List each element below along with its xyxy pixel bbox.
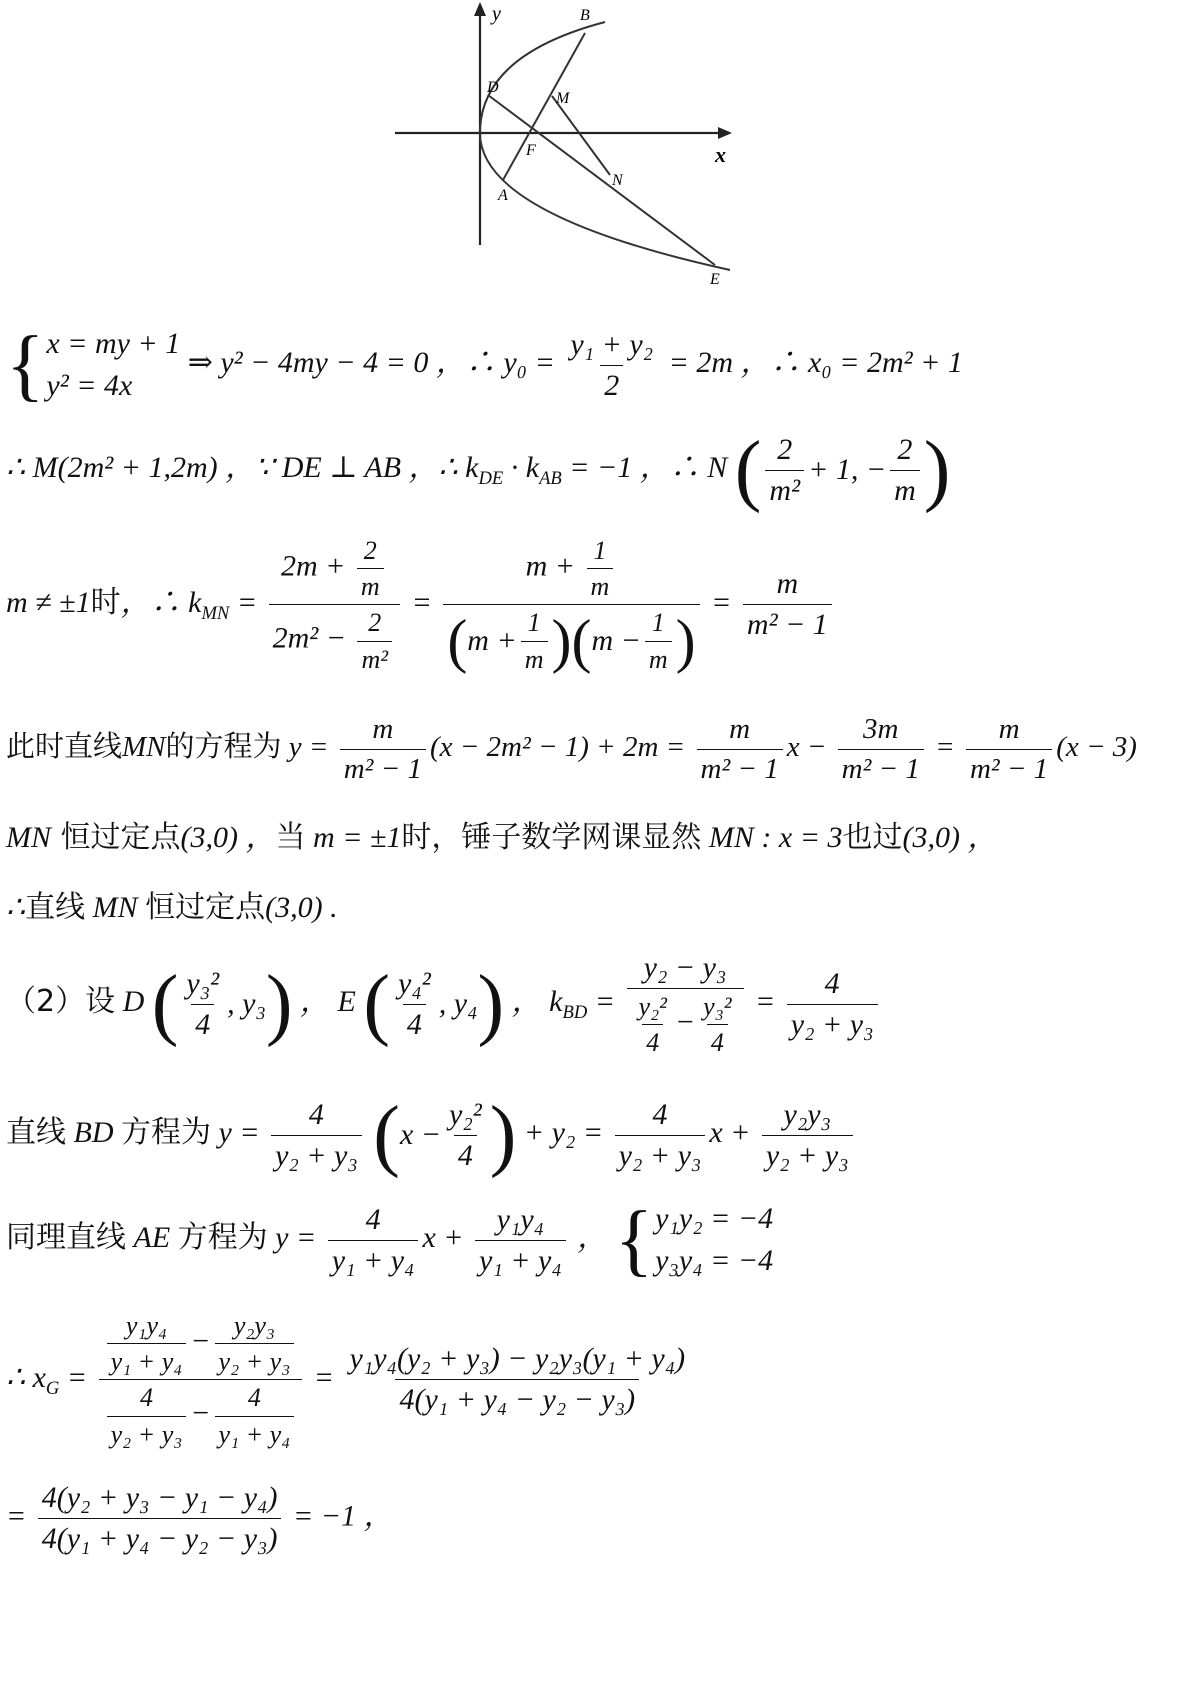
- equals: =: [711, 585, 732, 619]
- math-text: m +: [467, 624, 517, 658]
- math-text: MN : x = 3: [701, 821, 843, 854]
- math-text: y =: [267, 1220, 324, 1254]
- numerator: y₄²: [398, 966, 431, 1000]
- equation-line-5: [6, 820, 997, 856]
- math-text: =: [306, 1360, 342, 1394]
- fraction: [635, 991, 671, 1058]
- math-text: MN: [122, 730, 166, 763]
- denominator: m: [890, 470, 920, 509]
- numerator: y₁y₄: [496, 1202, 545, 1236]
- fraction: [38, 1480, 282, 1557]
- numerator: 2: [777, 432, 793, 466]
- denominator: m²: [357, 641, 392, 675]
- math-text: (3,0) ，: [902, 821, 998, 854]
- math-text: ，: [569, 1220, 608, 1254]
- denominator: 4: [403, 1004, 426, 1043]
- math-text: MN: [6, 821, 51, 854]
- math-text: =: [587, 985, 623, 1019]
- equals: =: [755, 985, 776, 1019]
- math-text: , y₄: [438, 987, 478, 1021]
- label-x: x: [715, 142, 726, 167]
- fraction: [966, 712, 1052, 787]
- denominator: m² − 1: [340, 749, 426, 787]
- label-d: D: [487, 79, 499, 96]
- chinese-text: 直线: [6, 1114, 66, 1150]
- denominator: 4(y₁ + y₄ − y₂ − y₃): [395, 1379, 639, 1418]
- math-text: =: [6, 1499, 34, 1533]
- equation-line-8: 直线 BD 方程为 y = $\frac{4}{\text{y₂ + y₃}}$ ( x − $\frac{\text{y₂²}}{4}$ ) + y₂ = $\frac{4}{\text{y₂ + y₃}}$ x + $\frac{\text{y₂y₃}}{\text{y₂ + y₃}}$: [6, 1095, 857, 1175]
- fraction: [838, 712, 924, 787]
- math-text: 2m +: [280, 549, 353, 583]
- subscript: DE: [478, 467, 504, 489]
- numerator: 4(y₂ + y₃ − y₁ − y₄): [41, 1481, 278, 1514]
- subscript: BD: [562, 1002, 588, 1024]
- chinese-text: （2）设: [6, 984, 116, 1020]
- denominator: 4: [454, 1135, 477, 1174]
- math-text: ， k: [504, 985, 563, 1019]
- label-e: E: [710, 271, 720, 288]
- denominator: y₁ + y₄: [328, 1240, 419, 1279]
- system-row: y² = 4x: [46, 369, 133, 402]
- math-text: ， E: [292, 985, 356, 1019]
- math-text: =: [229, 585, 265, 619]
- math-text: (3,0) ，: [180, 821, 276, 854]
- fraction: [566, 327, 657, 404]
- denominator: $\frac{4}{\text{y₂ + y₃}}$ − $\frac{4}{\text{y₁ + y₄}}$: [99, 1379, 303, 1449]
- denominator: m: [645, 641, 672, 675]
- chinese-text: 此时直线: [6, 728, 123, 763]
- numerator: y₂y₃: [783, 1097, 832, 1131]
- numerator: 4: [308, 1097, 324, 1131]
- math-text: =: [927, 730, 962, 763]
- denominator: y₂ + y₃: [215, 1343, 295, 1377]
- math-text: y =: [281, 730, 336, 763]
- math-text: m = ±1: [305, 821, 402, 854]
- numerator: 4: [652, 1097, 668, 1131]
- fraction: [346, 1341, 690, 1418]
- denominator: 4: [191, 1004, 214, 1043]
- numerator: y₁y₄: [125, 1311, 168, 1340]
- math-text: BD: [66, 1115, 121, 1149]
- y-axis-arrow: [474, 2, 486, 16]
- chinese-text: 恒过定点: [51, 820, 181, 855]
- numerator: y₁y₄(y₂ + y₃) − y₂y₃(y₁ + y₄): [349, 1342, 686, 1376]
- math-text: m −: [591, 624, 641, 658]
- chinese-text: 当: [275, 820, 306, 855]
- denominator: 2: [600, 365, 623, 404]
- denominator: m² − 1: [838, 749, 924, 787]
- math-text: y =: [211, 1115, 268, 1149]
- equation-line-9: [6, 1196, 774, 1284]
- numerator: 1: [527, 608, 541, 638]
- numerator: 1: [651, 608, 665, 638]
- numerator: y₂y₃: [233, 1311, 275, 1340]
- numerator: y₃²: [186, 966, 220, 1000]
- numerator: m: [776, 567, 799, 601]
- math-text: + 1, −: [808, 453, 887, 486]
- math-text: m ≠ ±1: [6, 585, 91, 619]
- numerator: 3m: [863, 713, 899, 745]
- denominator: m: [357, 568, 384, 602]
- subscript: MN: [201, 602, 230, 624]
- fraction: [357, 535, 384, 602]
- math-text: AE: [126, 1220, 178, 1254]
- system-row: x = my + 1: [46, 327, 181, 360]
- label-y: y: [492, 3, 501, 25]
- math-text: x +: [709, 1115, 758, 1149]
- math-text: , y₃: [227, 987, 266, 1021]
- fraction: [215, 1382, 295, 1449]
- chinese-text: 的方程为: [165, 728, 282, 763]
- numerator: 1: [593, 536, 607, 565]
- math-text: ∴ M(2m² + 1,2m) ，∵ DE ⊥ AB ，∴ k: [6, 450, 479, 484]
- math-text: ∴: [6, 891, 26, 924]
- numerator: 4: [365, 1202, 381, 1236]
- fraction: [762, 1097, 853, 1174]
- equals: =: [411, 585, 432, 619]
- numerator: m: [729, 713, 751, 745]
- denominator: m: [587, 568, 614, 602]
- numerator: y₁ + y₂: [570, 327, 654, 361]
- x-axis-arrow: [718, 127, 732, 139]
- numerator: 4: [139, 1383, 153, 1413]
- equation-line-2: [6, 426, 951, 514]
- fraction: [475, 1202, 566, 1279]
- math-text: + y₂ =: [516, 1115, 611, 1149]
- fraction: [443, 535, 699, 675]
- system-row: y₁y₂ = −4: [655, 1202, 774, 1235]
- chinese-text: 方程为: [121, 1114, 211, 1150]
- denominator: $\frac{\text{y₂²}}{4}$ − $\frac{\text{y₃²}}{4}$: [627, 988, 744, 1058]
- denominator: y₁ + y₄: [215, 1416, 295, 1450]
- math-text: =: [59, 1360, 95, 1394]
- denominator: m² − 1: [697, 749, 783, 787]
- equation-line-4: [6, 712, 1137, 787]
- denominator: y₂ + y₃: [762, 1135, 853, 1174]
- fraction: [107, 1310, 187, 1377]
- chinese-text: 直线: [25, 890, 86, 925]
- fraction: [521, 607, 548, 674]
- fraction: [890, 432, 920, 509]
- fraction: [107, 1382, 187, 1449]
- fraction: [587, 535, 614, 602]
- equation-line-7: （2）设 D ( $\frac{\text{y₃²}}{4}$ , y₃ ) ， E ( $\frac{\text{y₄²}}{4}$ , y₄ ) ， $k_{BD}$ = y₂ − y₃ $\frac{\text{y₂²}}{4}$ − $\frac{\text{y₃²}}{4}$ = $\frac{4}{\text{y₂ + y₃}}$: [6, 950, 882, 1058]
- fraction: [697, 712, 783, 787]
- numerator: y₂²: [449, 1097, 482, 1131]
- denominator: 4(y₁ + y₄ − y₂ − y₃): [38, 1518, 282, 1557]
- denominator: 4: [707, 1024, 728, 1058]
- math-text: m +: [525, 549, 583, 583]
- fraction: [99, 1310, 303, 1450]
- fraction: [645, 607, 672, 674]
- denominator: 4: [642, 1024, 663, 1058]
- fraction: [357, 607, 392, 674]
- equation-line-10: [6, 1310, 693, 1450]
- subscript: AB: [539, 467, 562, 489]
- chinese-text: 方程为: [177, 1219, 268, 1255]
- numerator: 4: [247, 1383, 261, 1413]
- fraction: [615, 1097, 706, 1174]
- fraction: [328, 1202, 419, 1279]
- numerator: 2: [363, 536, 377, 565]
- numerator: y₂²: [638, 992, 667, 1021]
- equation-system-2: { y₁y₂ = −4 y₃y₄ = −4: [614, 1196, 774, 1284]
- denominator: m: [521, 641, 548, 675]
- fraction: [340, 712, 426, 787]
- numerator: $\frac{\text{y₁y₄}}{\text{y₁ + y₄}}$ − $\frac{\text{y₂y₃}}{\text{y₂ + y₃}}$: [99, 1310, 303, 1379]
- fraction: [627, 950, 744, 1058]
- chinese-text: 恒过定点: [145, 890, 266, 925]
- fraction: [215, 1310, 295, 1377]
- math-text: ⇒ y² − 4my − 4 = 0 ，∴ y₀ =: [187, 345, 563, 379]
- fraction: [699, 991, 735, 1058]
- fraction: [765, 432, 804, 509]
- chinese-text: 时，锤子数学网课显然: [401, 820, 702, 855]
- numerator: y₃²: [703, 992, 732, 1021]
- label-n: N: [612, 172, 623, 189]
- math-text: (x − 2m² − 1) + 2m =: [429, 730, 693, 763]
- label-b: B: [580, 7, 590, 24]
- math-text: · k: [503, 450, 540, 484]
- denominator: m² − 1: [743, 604, 832, 643]
- chinese-text: 也过: [842, 820, 903, 855]
- denominator: y₂ + y₃: [107, 1416, 187, 1450]
- denominator: y₁ + y₄: [475, 1240, 566, 1279]
- parabola-curve: [480, 22, 730, 270]
- math-text: ∴ x: [6, 1360, 46, 1394]
- fraction: [269, 535, 400, 675]
- numerator: [277, 535, 392, 604]
- numerator: 4: [824, 966, 840, 1000]
- math-text: ，∴ k: [120, 585, 202, 619]
- math-text: x −: [399, 1118, 441, 1151]
- math-text: = 2m ，∴ x₀ = 2m² + 1: [668, 345, 963, 379]
- equation-line-1: [6, 321, 963, 409]
- numerator: y₂ − y₃: [643, 951, 727, 984]
- math-text: x +: [422, 1220, 472, 1254]
- denominator: m²: [765, 470, 804, 509]
- numerator: [522, 535, 622, 604]
- numerator: 2: [897, 432, 913, 466]
- label-a: A: [498, 187, 508, 204]
- numerator: m: [372, 713, 394, 745]
- math-text: x −: [786, 730, 834, 763]
- fraction: [271, 1097, 362, 1174]
- denominator: [269, 604, 400, 674]
- equation-line-6: [6, 890, 338, 926]
- numerator: m: [998, 713, 1020, 745]
- equation-line-3: [6, 535, 836, 675]
- equation-line-11: [6, 1480, 393, 1557]
- denominator: ( m + $\frac{1}{m}$ ) ( m − $\frac{1}{m}$ ): [443, 604, 699, 674]
- chord-de: [488, 95, 715, 265]
- denominator: m² − 1: [966, 749, 1052, 787]
- chinese-text: 同理直线: [6, 1219, 126, 1255]
- equation-system-1: { x = my + 1 y² = 4x: [6, 321, 181, 409]
- parenthesized-group: ( $\frac{2}{\text{m²}}$ + 1, − $\frac{2}{m}$ ): [734, 426, 951, 514]
- denominator: y₂ + y₃: [615, 1135, 706, 1174]
- math-text: D: [115, 985, 145, 1019]
- system-row: y₃y₄ = −4: [655, 1244, 774, 1277]
- math-text: (3,0) .: [265, 891, 338, 924]
- numerator: 2: [368, 608, 382, 638]
- math-text: (x − 3): [1056, 730, 1137, 763]
- parabola-figure: [380, 0, 760, 290]
- fraction: [743, 566, 832, 643]
- fraction: [787, 966, 878, 1043]
- denominator: y₂ + y₃: [271, 1135, 362, 1174]
- math-text: MN: [85, 891, 146, 924]
- chinese-text: 时: [90, 584, 121, 620]
- label-m: M: [556, 90, 570, 107]
- fraction: [445, 1097, 486, 1174]
- denominator: y₁ + y₄: [107, 1343, 187, 1377]
- fraction: [182, 966, 223, 1043]
- math-text: = −1 ，∴ N: [561, 450, 728, 484]
- math-text: 2m² −: [272, 621, 354, 655]
- fraction: [394, 966, 435, 1043]
- segment-mn: [552, 96, 610, 175]
- denominator: y₂ + y₃: [787, 1004, 878, 1043]
- label-f: F: [526, 142, 536, 159]
- math-text: = −1 ，: [285, 1499, 394, 1533]
- subscript: G: [45, 1377, 60, 1399]
